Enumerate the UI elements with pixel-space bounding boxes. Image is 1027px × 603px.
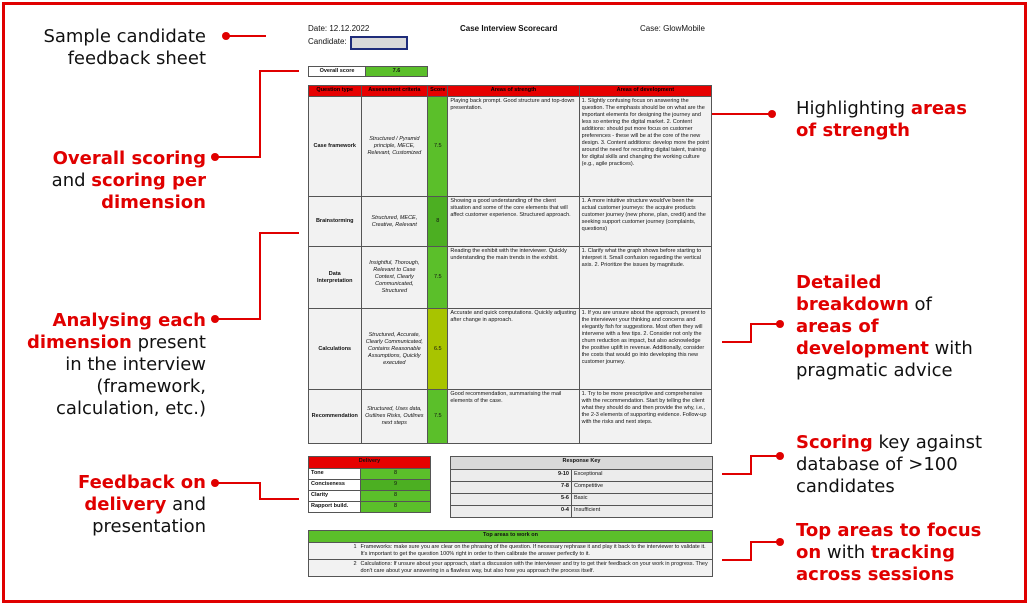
ann-overall-r2: scoring per	[91, 170, 206, 191]
assessment-table	[308, 85, 712, 444]
row-strength: Playing back prompt. Good structure and top-down presentation.	[448, 97, 579, 197]
row-strength: Accurate and quick computations. Quickly adjusting after change in approach.	[448, 309, 579, 390]
row-criteria: Structured, MECE, Creative, Relevant	[361, 197, 428, 247]
list-item	[451, 482, 713, 494]
list-item	[309, 560, 713, 577]
header-score: Score	[428, 86, 448, 97]
list-item	[451, 494, 713, 506]
top-area-num: 1	[309, 543, 359, 560]
row-score: 7.5	[428, 97, 448, 197]
table-row	[309, 390, 712, 444]
row-criteria: Insightful, Thorough, Relevant to Case Context, Clearly Communicated, Structured	[361, 247, 428, 309]
ann-breakdown-r4: development	[796, 338, 929, 359]
key-range: 9-10	[451, 470, 572, 482]
row-type: Brainstorming	[309, 197, 362, 247]
ann-strength-r1: areas	[910, 98, 967, 119]
ann-feedback-r1: Feedback on	[78, 472, 206, 493]
table-row	[309, 97, 712, 197]
header-areas-strength: Areas of strength	[448, 86, 579, 97]
key-label: Competitive	[572, 482, 713, 494]
ann-breakdown-r3: areas of	[796, 316, 879, 337]
top-area-text: Frameworks: make sure you are clear on the phrasing of the question. If necessary rephrase it and play it back to the interviewer to validate it. It's important to get the question 100% right in order to then calibrate the answer perfectly to it.	[359, 543, 713, 560]
ann-top-t1: with	[821, 542, 871, 563]
top-area-text: Calculations: If unsure about your approach, start a discussion with the interviewer and try to get their feedback on your work in progress. They don't care about your answering in a flawless way, but also how you approach the process itself.	[359, 560, 713, 577]
row-score: 8	[428, 197, 448, 247]
ann-strength-r2: of strength	[796, 120, 910, 141]
ann-feedback-t1: and	[166, 494, 206, 515]
overall-score-label: Overall score	[309, 67, 366, 77]
row-development: 1. A more intuitive structure would've been the actual customer journeys: the acquire products customer journey (new phone, plan, credit) and the seeking support customer journey (complaints, questions)	[579, 197, 711, 247]
overall-score-value: 7.6	[366, 67, 428, 77]
row-development	[579, 97, 711, 197]
assessment-header-row	[309, 86, 712, 97]
annotation-sample-line2: feedback sheet	[67, 48, 206, 69]
sheet-title: Case Interview Scorecard	[460, 24, 558, 33]
header-assessment-criteria: Assessment criteria	[361, 86, 428, 97]
delivery-value: 8	[361, 502, 431, 513]
row-development-text: 1. If you are unsure about the approach, present to the interviewer your thinking and concerns and elegantly fish for suggestions. Most often they will intervene with a few tips. 2. Consider not only the churn reduction as impact, but also acknowledge the positive uplift in revenue. Additionally, consider the costs that would go into developing this new customer journey.	[581, 310, 706, 365]
row-criteria: Structured, Accurate, Clearly Communicated, Contains Reasonable Assumptions, Quickly executed	[361, 309, 428, 390]
table-row	[309, 197, 712, 247]
ann-breakdown-r2: breakdown	[796, 294, 909, 315]
list-item	[309, 543, 713, 560]
ann-analysing-t1: present	[131, 332, 206, 353]
delivery-label: Tone	[309, 469, 361, 480]
ann-top-r2: on	[796, 542, 822, 563]
delivery-value: 8	[361, 491, 431, 502]
header-question-type: Question type	[309, 86, 362, 97]
list-item	[309, 480, 431, 491]
key-range: 7-8	[451, 482, 572, 494]
top-areas-table	[308, 530, 713, 577]
sheet-date: Date: 12.12.2022	[308, 24, 370, 33]
list-item	[451, 470, 713, 482]
row-score: 7.5	[428, 247, 448, 309]
ann-analysing-t2: in the interview	[65, 354, 206, 375]
top-area-num: 2	[309, 560, 359, 577]
response-key-title: Response Key	[451, 457, 713, 470]
list-item	[309, 502, 431, 513]
ann-overall-r1: Overall scoring	[52, 148, 206, 169]
row-development: 1. Try to be more prescriptive and comprehensive with the recommendation. Start by telling the client what they should do and then provide the why, i.e., the 2-3 elements of supporting evidence. Follow-up with the risks and next steps.	[579, 390, 711, 444]
ann-top-r3: tracking	[870, 542, 955, 563]
row-type: Data Interpretation	[309, 247, 362, 309]
ann-top-r4: across sessions	[796, 564, 955, 585]
row-score: 7.5	[428, 390, 448, 444]
ann-scoring-t3: candidates	[796, 476, 895, 497]
key-label: Insufficient	[572, 506, 713, 518]
ann-breakdown-t3: pragmatic advice	[796, 360, 953, 381]
ann-analysing-r2: dimension	[26, 332, 132, 353]
ann-analysing-r1: Analysing each	[52, 310, 206, 331]
table-row	[309, 309, 712, 390]
delivery-label: Conciseness	[309, 480, 361, 491]
top-areas-title: Top areas to work on	[309, 531, 713, 543]
ann-scoring-t1: key against	[872, 432, 983, 453]
key-range: 0-4	[451, 506, 572, 518]
header-areas-development: Areas of development	[579, 86, 711, 97]
candidate-name-redacted	[350, 36, 408, 50]
ann-feedback-t2: presentation	[92, 516, 206, 537]
delivery-title: Delivery	[309, 457, 431, 469]
row-type: Recommendation	[309, 390, 362, 444]
ann-breakdown-t1: of	[908, 294, 932, 315]
delivery-value: 8	[361, 469, 431, 480]
ann-top-r1: Top areas to focus	[796, 520, 982, 541]
table-row	[309, 247, 712, 309]
ann-overall-r3: dimension	[101, 192, 206, 213]
ann-strength-t1: Highlighting	[796, 98, 911, 119]
row-score: 6.5	[428, 309, 448, 390]
list-item	[309, 491, 431, 502]
row-type: Case framework	[309, 97, 362, 197]
delivery-value: 9	[361, 480, 431, 491]
delivery-table	[308, 456, 431, 513]
sheet-candidate-label: Candidate:	[308, 37, 347, 46]
ann-breakdown-t2: with	[928, 338, 973, 359]
row-development-text: 1. Slightly confusing focus on answering the question. The emphasis should be on what are the important elements for designing the journey and less so entering the digital market. 2. Content additions: should put more focus on customer preferences - these will be at the core of the new design. 3. Content additions: develop more the point around the need for recruiting digital talent, training for digital skills and changing the working culture (e.g., agile practices).	[581, 98, 709, 167]
ann-scoring-t2: database of >100	[796, 454, 958, 475]
ann-feedback-r2: delivery	[84, 494, 167, 515]
ann-overall-t1: and	[51, 170, 92, 191]
ann-breakdown-r1: Detailed	[796, 272, 882, 293]
delivery-label: Clarity	[309, 491, 361, 502]
row-strength: Showing a good understanding of the client situation and some of the core elements that will affect customer experience. Structured approach.	[448, 197, 579, 247]
key-label: Exceptional	[572, 470, 713, 482]
overall-score-table	[308, 66, 428, 77]
row-development: 1. Clarify what the graph shows before starting to interpret it. Small confusion regarding the vertical axis. 2. Prioritize the issues by magnitude.	[579, 247, 711, 309]
ann-analysing-t3: (framework,	[96, 376, 206, 397]
list-item	[309, 469, 431, 480]
row-strength: Good recommendation, summarising the mail elements of the case.	[448, 390, 579, 444]
annotation-sample-line1: Sample candidate	[43, 26, 206, 47]
list-item	[451, 506, 713, 518]
sheet-case: Case: GlowMobile	[640, 24, 705, 33]
row-criteria: Structured, Uses data, Outlines Risks, Outlines next steps	[361, 390, 428, 444]
row-type: Calculations	[309, 309, 362, 390]
key-range: 5-6	[451, 494, 572, 506]
response-key-table	[450, 456, 713, 518]
ann-scoring-r1: Scoring	[796, 432, 873, 453]
row-development	[579, 309, 711, 390]
row-criteria: Structured / Pyramid principle, MECE, Relevant, Customized	[361, 97, 428, 197]
row-strength: Reading the exhibit with the interviewer. Quickly understanding the main trends in the exhibit.	[448, 247, 579, 309]
key-label: Basic	[572, 494, 713, 506]
ann-analysing-t4: calculation, etc.)	[56, 398, 206, 419]
delivery-label: Rapport build.	[309, 502, 361, 513]
